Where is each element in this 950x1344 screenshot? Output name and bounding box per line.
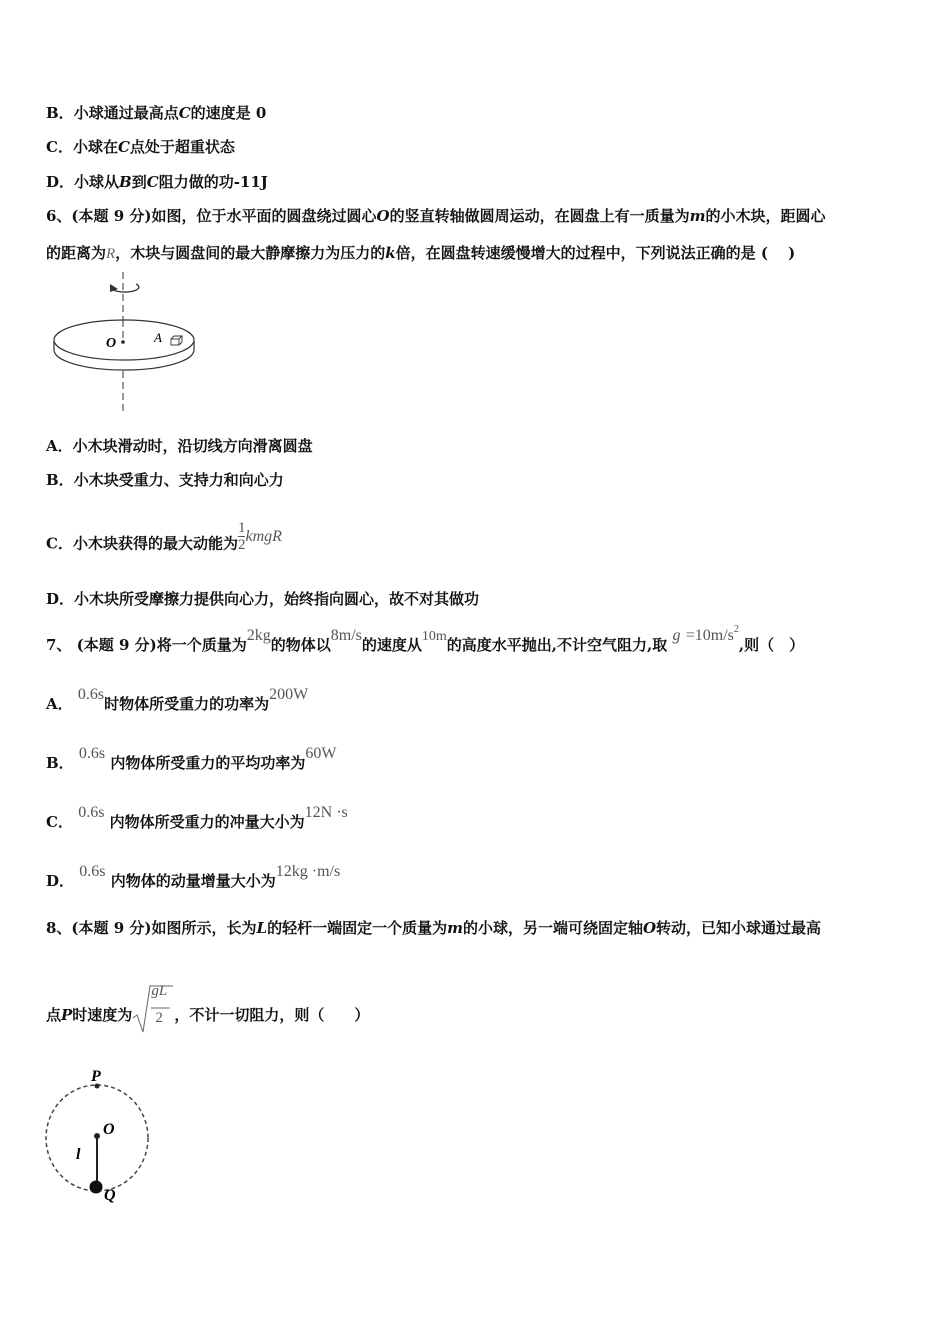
option-label: D． bbox=[46, 590, 75, 608]
math-superscript: 2 bbox=[733, 624, 739, 635]
var: P bbox=[61, 1006, 73, 1024]
option-label: D． bbox=[46, 173, 75, 191]
q6-option-c bbox=[46, 520, 282, 561]
stem-text: 倍，在圆盘转速缓慢增大的过程中，下列说法正确的是 ( ) bbox=[395, 244, 796, 262]
q6-stem-line1 bbox=[46, 205, 826, 226]
fig-label-a: A bbox=[154, 330, 162, 345]
math-value: 8m/s bbox=[330, 627, 362, 644]
stem-text: 时速度为 bbox=[72, 1006, 133, 1024]
var: m bbox=[447, 919, 463, 937]
math-value: 60W bbox=[305, 745, 337, 762]
var: O bbox=[376, 207, 390, 225]
option-label: B． bbox=[46, 471, 74, 489]
option-label: C． bbox=[46, 813, 73, 831]
option-label: B． bbox=[46, 754, 74, 772]
denominator: 2 bbox=[237, 537, 246, 553]
q6-option-d bbox=[46, 588, 479, 609]
var: R bbox=[106, 246, 116, 262]
math-value: 0.6s bbox=[77, 686, 105, 703]
math-value: 10m bbox=[421, 629, 447, 644]
math-value: 12kg ·m/s bbox=[275, 863, 341, 880]
var: L bbox=[256, 919, 268, 937]
option-label: A． bbox=[46, 437, 73, 455]
var: C bbox=[146, 173, 159, 191]
var: C bbox=[117, 138, 130, 156]
q6-option-a bbox=[46, 435, 313, 456]
numerator: gL bbox=[151, 983, 168, 999]
option-label: D． bbox=[46, 872, 75, 890]
option-text: 小木块所受摩擦力提供向心力，始终指向圆心，故不对其做功 bbox=[74, 590, 480, 608]
stem-text: 的速度从 bbox=[361, 636, 422, 654]
stem-text: ，木块与圆盘间的最大静摩擦力为压力的 bbox=[115, 244, 386, 262]
var: m bbox=[689, 207, 706, 225]
fig-label-l: l bbox=[76, 1146, 81, 1163]
q8-stem-line2 bbox=[46, 983, 370, 1026]
q7-option-c bbox=[46, 804, 348, 832]
option-text: 点处于超重状态 bbox=[129, 138, 235, 156]
option-text: 的速度是 0 bbox=[190, 104, 267, 122]
stem-text: 的物体以 bbox=[270, 636, 331, 654]
stem-text: 7、 (本题 9 分)将一个质量为 bbox=[46, 636, 247, 654]
stem-text: 的小木块，距圆心 bbox=[705, 207, 826, 225]
option-text: 内物体所受重力的冲量大小为 bbox=[109, 813, 305, 831]
fig-label-o: O bbox=[106, 336, 117, 351]
option-label: A． bbox=[46, 695, 73, 713]
stem-text: 的轻杆一端固定一个质量为 bbox=[267, 919, 448, 937]
denominator: 2 bbox=[155, 1010, 163, 1026]
var: C bbox=[178, 104, 191, 122]
math-var: g bbox=[672, 627, 681, 644]
q7-option-d bbox=[46, 863, 341, 891]
option-text: 小木块滑动时，沿切线方向滑离圆盘 bbox=[72, 437, 313, 455]
q5-option-d bbox=[46, 171, 268, 192]
q5-option-b bbox=[46, 102, 266, 123]
q6-stem-line2 bbox=[46, 242, 795, 263]
option-text: 内物体的动量增量大小为 bbox=[110, 872, 276, 890]
option-text: 小球从 bbox=[74, 173, 120, 191]
q7-stem bbox=[46, 624, 805, 655]
q7-option-a bbox=[46, 686, 309, 714]
math-value: =10m/s bbox=[685, 627, 734, 644]
fig-label-p: P bbox=[91, 1068, 101, 1085]
stem-text: 点 bbox=[46, 1006, 62, 1024]
option-text: 内物体所受重力的平均功率为 bbox=[110, 754, 306, 772]
rod-ball-figure bbox=[40, 1062, 160, 1210]
math-value: 0.6s bbox=[79, 863, 106, 880]
math-value: 12N ·s bbox=[304, 804, 348, 821]
q7-option-b bbox=[46, 745, 337, 773]
fig-label-q: Q bbox=[104, 1187, 116, 1204]
stem-text: 8、(本题 9 分)如图所示，长为 bbox=[46, 919, 257, 937]
rotating-disk-figure bbox=[50, 272, 200, 414]
sqrt-expression bbox=[132, 983, 174, 1026]
option-text: 小木块获得的最大动能为 bbox=[72, 534, 238, 553]
option-label: B． bbox=[46, 104, 74, 122]
stem-text: 转动，已知小球通过最高 bbox=[656, 919, 822, 937]
stem-text: 6、(本题 9 分)如图，位于水平面的圆盘绕过圆心 bbox=[46, 207, 377, 225]
q8-stem-line1 bbox=[46, 917, 821, 938]
stem-text: ，不计一切阻力，则（ ） bbox=[174, 1006, 370, 1024]
stem-text: 的距离为 bbox=[46, 244, 107, 262]
math-value: 0.6s bbox=[78, 745, 106, 762]
option-text: 小木块受重力、支持力和向心力 bbox=[73, 471, 284, 489]
stem-text: ,则（ ） bbox=[738, 636, 805, 654]
q5-option-c bbox=[46, 136, 235, 157]
option-text: 小球在 bbox=[72, 138, 118, 156]
option-text: 到 bbox=[131, 173, 147, 191]
var: B bbox=[119, 173, 132, 191]
math-expr: kmgR bbox=[245, 527, 282, 545]
stem-text: 的竖直转轴做圆周运动，在圆盘上有一质量为 bbox=[389, 207, 690, 225]
math-value: 200W bbox=[269, 686, 309, 703]
option-text: 小球通过最高点 bbox=[73, 104, 179, 122]
stem-text: 的高度水平抛出,不计空气阻力,取 bbox=[446, 636, 668, 654]
q6-option-b bbox=[46, 469, 284, 490]
option-label: C． bbox=[46, 138, 73, 156]
var: O bbox=[642, 919, 657, 937]
option-text: 时物体所受重力的功率为 bbox=[104, 695, 270, 713]
numerator: 1 bbox=[237, 520, 246, 536]
var: k bbox=[385, 244, 396, 262]
fig-label-o: O bbox=[103, 1121, 115, 1138]
math-value: 0.6s bbox=[78, 804, 105, 821]
option-label: C． bbox=[46, 534, 73, 553]
option-text: 阻力做的功-11J bbox=[158, 173, 268, 191]
math-value: 2kg bbox=[246, 627, 271, 644]
stem-text: 的小球，另一端可绕固定轴 bbox=[462, 919, 643, 937]
